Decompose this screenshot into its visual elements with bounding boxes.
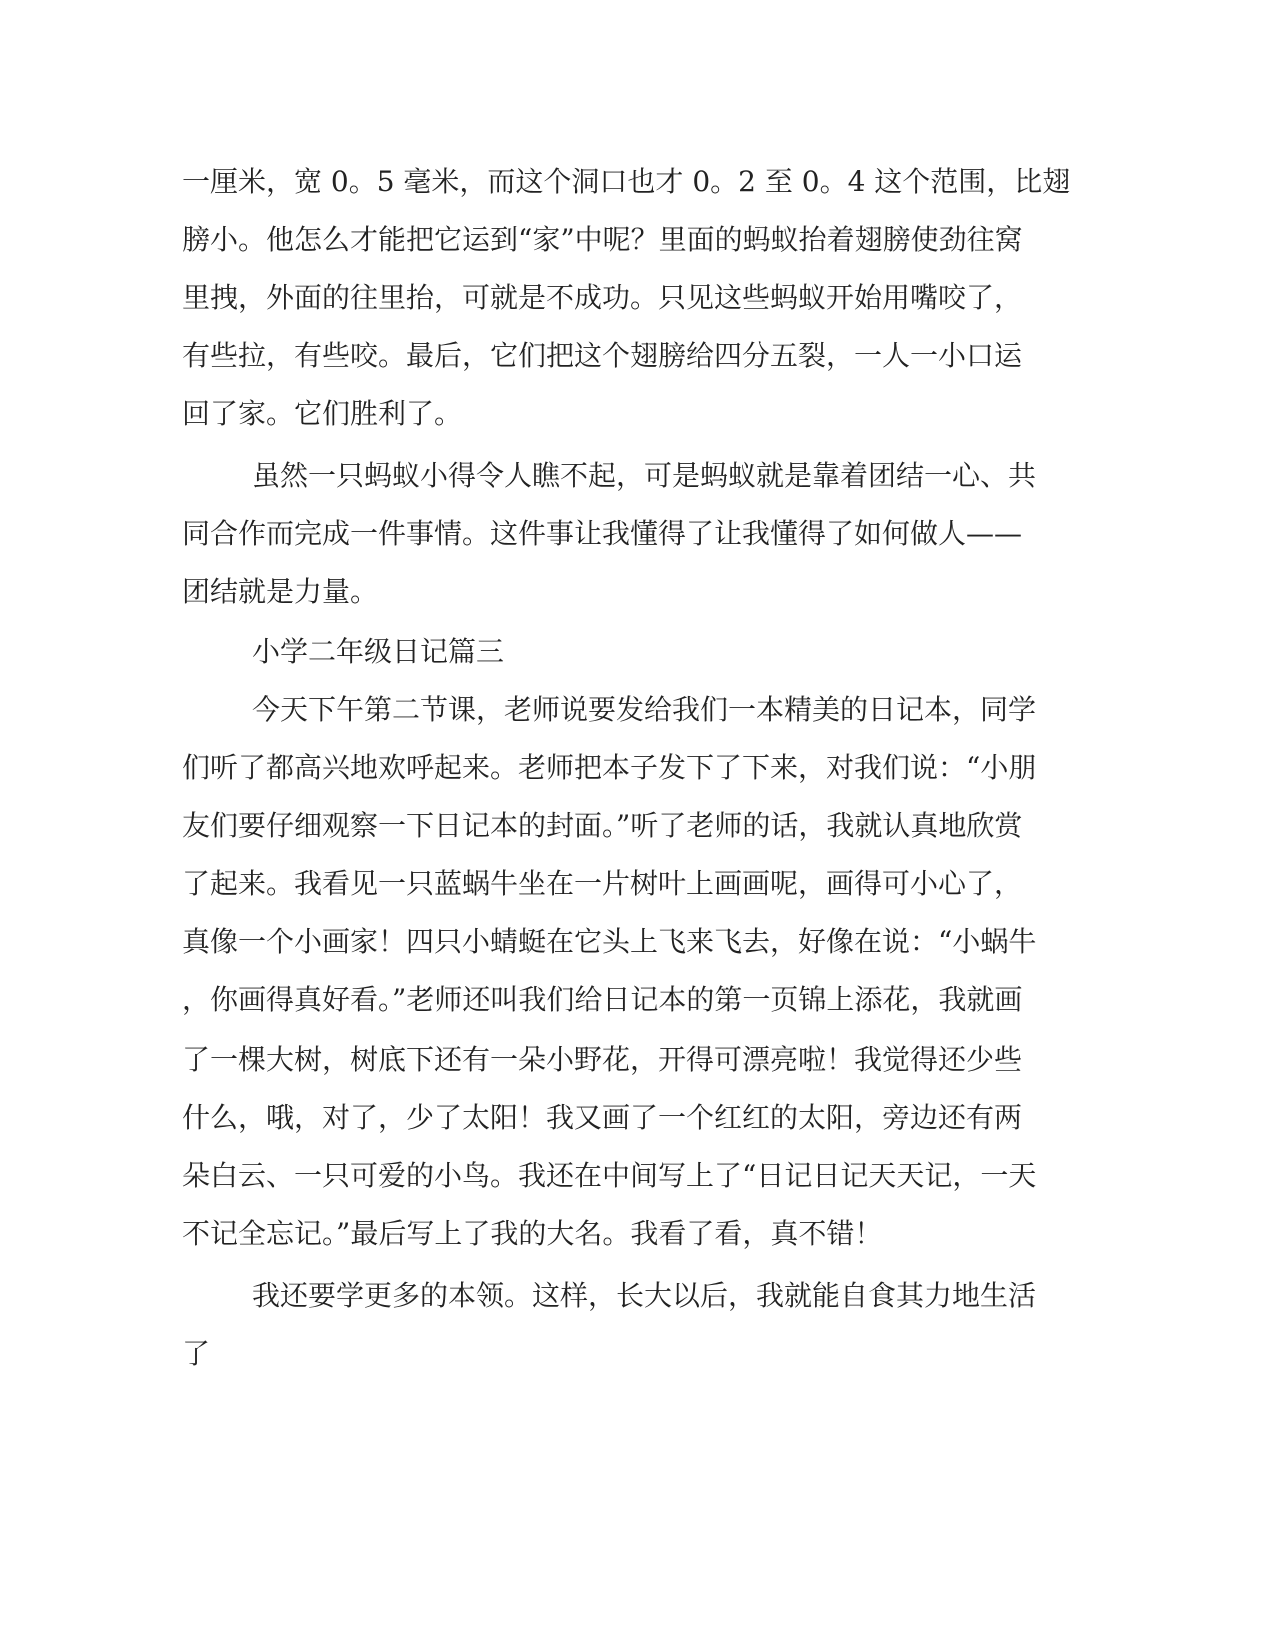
paragraph-start-line: 今天下午第二节课，老师说要发给我们一本精美的日记本，同学 (252, 693, 1037, 726)
text-line: 同合作而完成一件事情。这件事让我懂得了让我懂得了如何做人—— (182, 517, 1023, 550)
text-line: 了一棵大树，树底下还有一朵小野花，开得可漂亮啦！我觉得还少些 (182, 1043, 1023, 1076)
section-heading: 小学二年级日记篇三 (252, 635, 505, 668)
text-line: 膀小。他怎么才能把它运到“家”中呢？里面的蚂蚁抬着翅膀使劲往窝 (182, 223, 1023, 256)
text-line: 什么，哦，对了，少了太阳！我又画了一个红红的太阳，旁边还有两 (182, 1101, 1023, 1134)
text-line: 团结就是力量。 (182, 575, 379, 608)
text-line: 回了家。它们胜利了。 (182, 397, 463, 430)
text-line: 了起来。我看见一只蓝蜗牛坐在一片树叶上画画呢，画得可小心了， (182, 867, 1023, 900)
text-line: 不记全忘记。”最后写上了我的大名。我看了看，真不错！ (182, 1217, 883, 1250)
text-line: 们听了都高兴地欢呼起来。老师把本子发下了下来，对我们说：“小朋 (182, 751, 1037, 784)
text-line: ，你画得真好看。”老师还叫我们给日记本的第一页锦上添花，我就画 (182, 983, 1023, 1016)
text-line: 了 (182, 1337, 211, 1370)
text-line: 真像一个小画家！四只小蜻蜓在它头上飞来飞去，好像在说：“小蜗牛 (182, 925, 1037, 958)
paragraph-start-line: 我还要学更多的本领。这样，长大以后，我就能自食其力地生活 (252, 1279, 1037, 1312)
text-line: 里拽，外面的往里抬，可就是不成功。只见这些蚂蚁开始用嘴咬了， (182, 281, 1023, 314)
text-line: 朵白云、一只可爱的小鸟。我还在中间写上了“日记日记天天记，一天 (182, 1159, 1037, 1192)
text-line: 友们要仔细观察一下日记本的封面。”听了老师的话，我就认真地欣赏 (182, 809, 1023, 842)
text-line: 一厘米，宽 0。5 毫米，而这个洞口也才 0。2 至 0。4 这个范围，比翅 (182, 165, 1071, 198)
text-line: 有些拉，有些咬。最后，它们把这个翅膀给四分五裂，一人一小口运 (182, 339, 1023, 372)
paragraph-start-line: 虽然一只蚂蚁小得令人瞧不起，可是蚂蚁就是靠着团结一心、共 (252, 459, 1037, 492)
